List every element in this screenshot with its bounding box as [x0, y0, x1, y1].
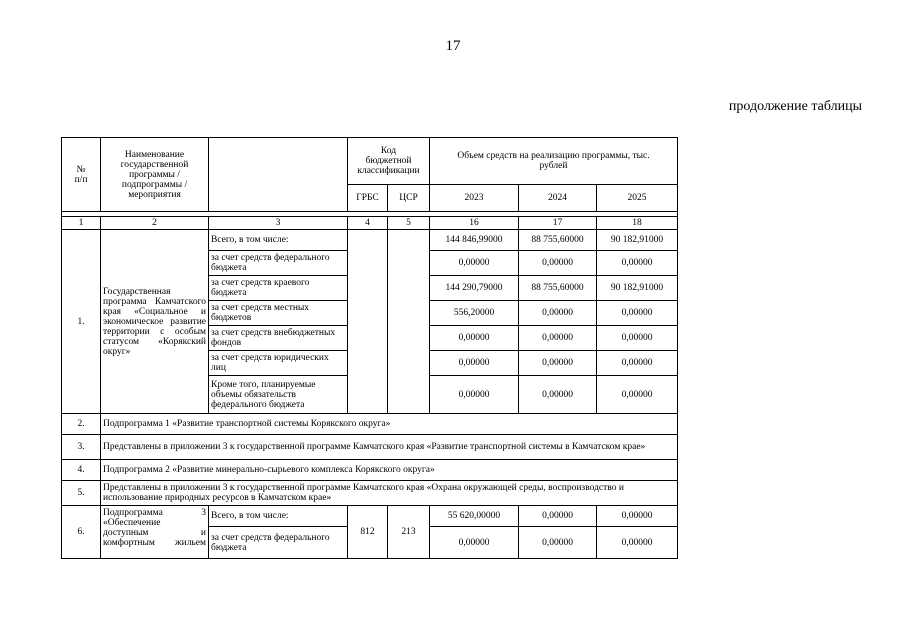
value-2025: 0,00000: [597, 376, 678, 414]
header-grbs: ГРБС: [348, 185, 388, 212]
value-2025: 0,00000: [597, 506, 678, 527]
value-2023: 144 846,99000: [430, 230, 519, 251]
value-2024: 0,00000: [519, 351, 597, 376]
funding-source: за счет средств федерального бюджета: [209, 527, 348, 559]
header-row: [62, 138, 678, 185]
grbs-cell: 812: [348, 506, 388, 559]
row-number: 2.: [62, 414, 101, 435]
funding-source: Кроме того, планируемые объемы обязательств федерального бюджета: [209, 376, 348, 414]
colnum: 2: [101, 217, 209, 230]
table-row: [62, 435, 678, 460]
funding-source: за счет средств местных бюджетов: [209, 301, 348, 326]
row-number: 1.: [62, 230, 101, 414]
table-row: [62, 481, 678, 506]
page-number: 17: [445, 38, 461, 54]
value-2024: 0,00000: [519, 251, 597, 276]
row-number: 4.: [62, 460, 101, 481]
table-row: [62, 506, 678, 527]
colnum: 4: [348, 217, 388, 230]
row-number: 5.: [62, 481, 101, 506]
funding-source: за счет средств федерального бюджета: [209, 251, 348, 276]
value-2025: 0,00000: [597, 527, 678, 559]
table-row: [62, 230, 678, 251]
row-number: 3.: [62, 435, 101, 460]
table-row: [62, 414, 678, 435]
value-2025: 0,00000: [597, 251, 678, 276]
header-year-2024: 2024: [519, 185, 597, 212]
value-2025: 0,00000: [597, 301, 678, 326]
value-2024: 0,00000: [519, 301, 597, 326]
header-year-2025: 2025: [597, 185, 678, 212]
grbs-cell: [348, 230, 388, 414]
row-number: 6.: [62, 506, 101, 559]
colnum: 1: [62, 217, 101, 230]
value-2024: 88 755,60000: [519, 276, 597, 301]
csr-cell: 213: [388, 506, 430, 559]
budget-table: [61, 137, 678, 559]
funding-source: за счет средств юридических лиц: [209, 351, 348, 376]
program-name: Подпрограмма 3 «Обеспечение доступным и комфортным жильем: [101, 506, 209, 559]
subprogram-text: Представлены в приложении 3 к государственной программе Камчатского края «Развитие транспортной системы в Камчатском крае»: [101, 435, 678, 460]
continuation-label: продолжение таблицы: [728, 99, 862, 114]
funding-source: Всего, в том числе:: [209, 506, 348, 527]
header-volume: Объем средств на реализацию программы, тыс. рублей: [430, 138, 678, 185]
value-2025: 90 182,91000: [597, 276, 678, 301]
colnum: 17: [519, 217, 597, 230]
value-2023: 0,00000: [430, 251, 519, 276]
colnum: 5: [388, 217, 430, 230]
colnum: 3: [209, 217, 348, 230]
value-2023: 0,00000: [430, 527, 519, 559]
funding-source: Всего, в том числе:: [209, 230, 348, 251]
header-csr: ЦСР: [388, 185, 430, 212]
value-2023: 144 290,79000: [430, 276, 519, 301]
header-name: Наименование государственной программы / подпрограммы / мероприятия: [101, 138, 209, 212]
value-2024: 0,00000: [519, 506, 597, 527]
funding-source: за счет средств краевого бюджета: [209, 276, 348, 301]
value-2023: 55 620,00000: [430, 506, 519, 527]
colnum: 16: [430, 217, 519, 230]
value-2024: 0,00000: [519, 326, 597, 351]
subprogram-text: Представлены в приложении 3 к государственной программе Камчатского края «Охрана окружающей среды, воспроизводство и использование природных ресурсов в Камчатском крае»: [101, 481, 678, 506]
subprogram-text: Подпрограмма 2 «Развитие минерально-сырьевого комплекса Корякского округа»: [101, 460, 678, 481]
value-2024: 0,00000: [519, 527, 597, 559]
value-2024: 0,00000: [519, 376, 597, 414]
subprogram-text: Подпрограмма 1 «Развитие транспортной системы Корякского округа»: [101, 414, 678, 435]
header-code: Код бюджетной классификации: [348, 138, 430, 185]
header-year-2023: 2023: [430, 185, 519, 212]
program-name: Государственная программа Камчатского края «Социальное и экономическое развитие территории с особым статусом «Корякский округ»: [101, 230, 209, 414]
csr-cell: [388, 230, 430, 414]
value-2025: 90 182,91000: [597, 230, 678, 251]
value-2024: 88 755,60000: [519, 230, 597, 251]
value-2023: 0,00000: [430, 351, 519, 376]
value-2025: 0,00000: [597, 351, 678, 376]
header-num: № п/п: [62, 138, 101, 212]
value-2023: 556,20000: [430, 301, 519, 326]
value-2023: 0,00000: [430, 376, 519, 414]
funding-source: за счет средств внебюджетных фондов: [209, 326, 348, 351]
colnum: 18: [597, 217, 678, 230]
column-number-row: [62, 217, 678, 230]
value-2023: 0,00000: [430, 326, 519, 351]
header-blank: [209, 138, 348, 212]
table-row: [62, 460, 678, 481]
value-2025: 0,00000: [597, 326, 678, 351]
